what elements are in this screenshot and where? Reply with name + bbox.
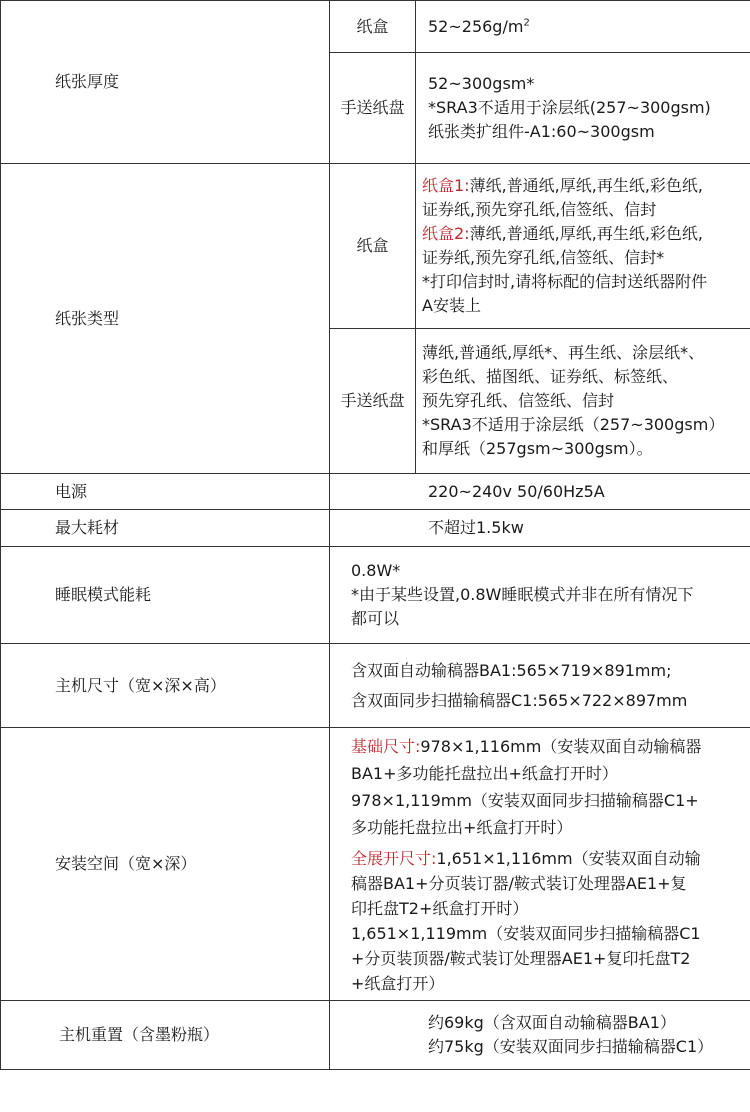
paper-type-tray-label: 纸盒: [330, 164, 416, 329]
power-value: 220~240v 50/60Hz5A: [330, 474, 750, 510]
table-row: [1, 547, 750, 644]
weight-value: 约69kg（含双面自动输稿器BA1） 约75kg（安装双面同步扫描输稿器C1）: [330, 1001, 750, 1070]
space-label: 安装空间（宽×深）: [1, 728, 330, 1001]
max-consumption-label: 最大耗材: [1, 510, 330, 547]
paper-type-bypass-value: 薄纸,普通纸,厚纸*、再生纸、涂层纸*、 彩色纸、描图纸、证券纸、标签纸、 预先穿孔纸、信签纸、信封 *SRA3不适用于涂层纸（257~300gsm） 和厚纸（257gsm~300gsm）。: [416, 329, 750, 474]
sleep-label: 睡眠模式能耗: [1, 547, 330, 644]
table-row: [1, 474, 750, 510]
sleep-value: 0.8W* *由于某些设置,0.8W睡眠模式并非在所有情况下 都可以: [330, 547, 750, 644]
paper-type-bypass-label: 手送纸盘: [330, 329, 416, 474]
table-row: [1, 644, 750, 728]
power-label: 电源: [1, 474, 330, 510]
table-row: [1, 1, 750, 53]
paper-type-tray-value: 纸盒1:薄纸,普通纸,厚纸,再生纸,彩色纸, 证券纸,预先穿孔纸,信签纸、信封 纸盒2:薄纸,普通纸,厚纸,再生纸,彩色纸, 证券纸,预先穿孔纸,信签纸、信封* *打印信封时,请将标配的信封送纸器附件 A安装上: [416, 164, 750, 329]
table-row: [1, 164, 750, 329]
table-row: [1, 1001, 750, 1070]
dimensions-label: 主机尺寸（宽×深×高）: [1, 644, 330, 728]
thickness-bypass-label: 手送纸盘: [330, 53, 416, 164]
thickness-tray-value: $52\sim 256g/m^2$: [416, 1, 750, 53]
max-consumption-value: 不超过1.5kw: [330, 510, 750, 547]
space-value: 基础尺寸:978×1,116mm（安装双面自动输稿器 BA1+多功能托盘拉出+纸盒打开时） 978×1,119mm（安装双面同步扫描输稿器C1+ 多功能托盘拉出+纸盒打开时） 全展开尺寸:1,651×1,116mm（安装双面自动输 稿器BA1+分页装订器/鞍式装订处理器AE1+复 印托盘T2+纸盒打开时） 1,651×1,119mm（安装双面同步扫描输稿器C1 +分页装顶器/鞍式装订处理器AE1+复印托盘T2 +纸盒打开）: [330, 728, 750, 1001]
dimensions-value: 含双面自动输稿器BA1:565×719×891mm; 含双面同步扫描输稿器C1:565×722×897mm: [330, 644, 750, 728]
thickness-tray-label: 纸盒: [330, 1, 416, 53]
thickness-label: 纸张厚度: [1, 1, 330, 164]
weight-label: 主机重置（含墨粉瓶）: [1, 1001, 330, 1070]
table-row: [1, 510, 750, 547]
paper-type-label: 纸张类型: [1, 164, 330, 474]
thickness-bypass-value: 52~300gsm* *SRA3不适用于涂层纸(257~300gsm) 纸张类扩组件-A1:60~300gsm: [416, 53, 750, 164]
table-row: [1, 728, 750, 1001]
